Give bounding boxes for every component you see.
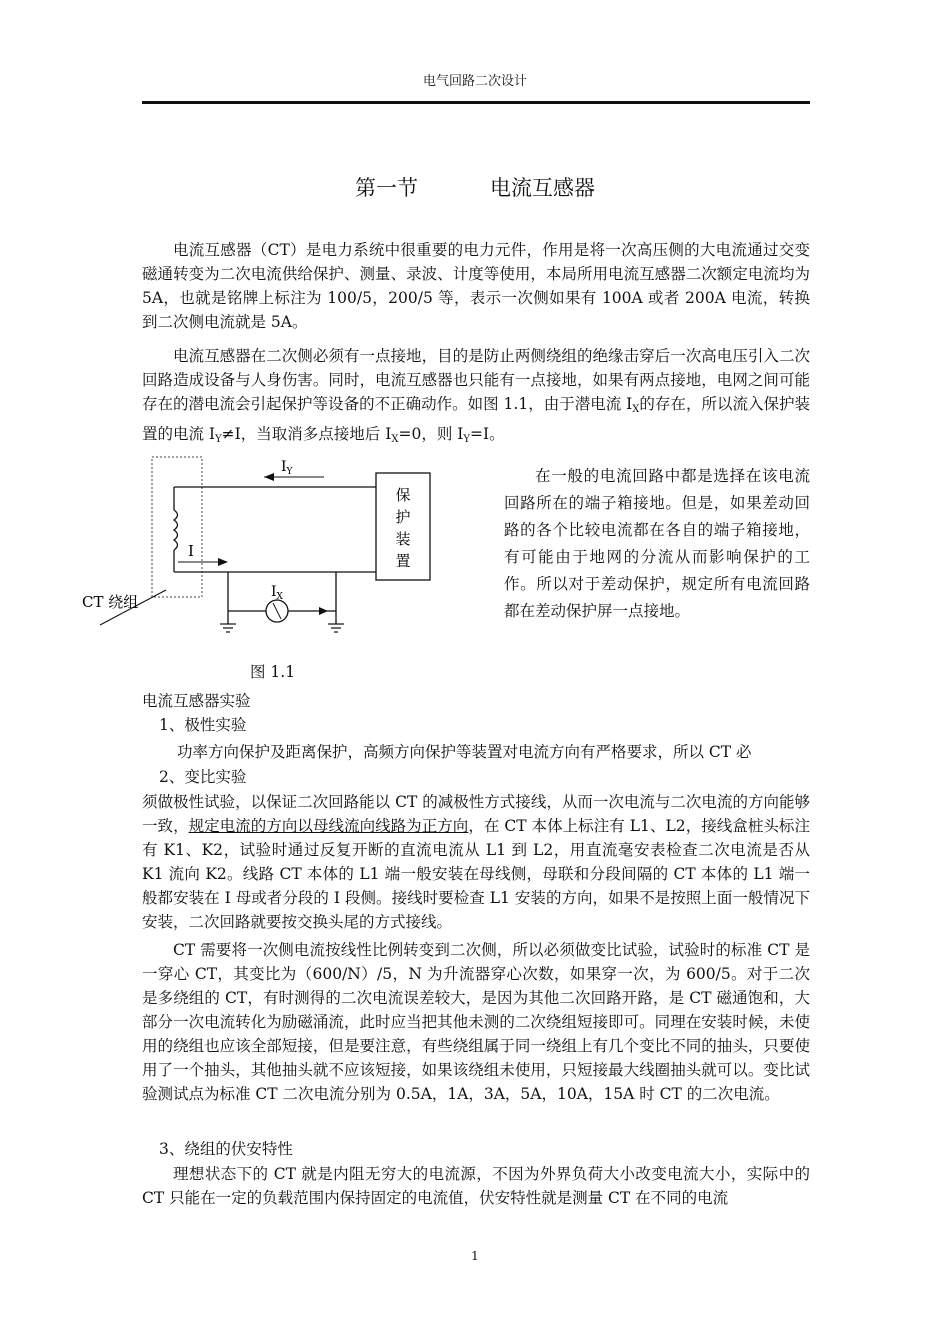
paragraph-volt-ampere: 理想状态下的 CT 就是内阻无穷大的电流源，不因为外界负荷大小改变电流大小，实际中的 CT 只能在一定的负载范围内保持固定的电流值，伏安特性就是测量 CT 在不同的电流 bbox=[142, 1165, 810, 1207]
page-number: 1 bbox=[471, 1249, 479, 1263]
subscript: Y bbox=[215, 434, 222, 445]
section-number: 第一节 bbox=[355, 176, 418, 200]
text-run: 须做极性试验，以保证二次回路能以 CT 的减极性方式接线，从而一次电流与二次电流的方向能够一致， bbox=[142, 793, 810, 835]
heading-polarity-test: 1、极性实验 bbox=[159, 716, 247, 734]
section-title bbox=[0, 172, 950, 202]
circuit-diagram bbox=[78, 450, 458, 645]
section-heading: 电流互感器 bbox=[490, 176, 595, 200]
heading-ratio-test: 2、变比实验 bbox=[159, 768, 247, 786]
label-ct-winding: CT 绕组 bbox=[82, 593, 139, 611]
subscript: X bbox=[391, 434, 399, 445]
heading-volt-ampere: 3、绕组的伏安特性 bbox=[159, 1140, 293, 1158]
subscript: Y bbox=[463, 434, 470, 445]
text-run: ，在 CT 本体上标注有 L1、L2，接线盒桩头标注有 K1、K2，试验时通过反复开断的直流电流从 L1 到 L2，用直流毫安表检查二次电流是否从 K1 流向 K2。线路 CT 本体的 L1 端一般安装在母线侧，母联和分段间隔的 CT 本体的 L1 端一般都安装在 I 母或者分段的 I 段侧。接线时要检查 L1 安装的方向，如果不是按照上面一般情况下安装，二次回路就要按交换头尾的方式接线。 bbox=[142, 817, 810, 931]
coil-icon bbox=[174, 510, 178, 550]
label-iy: $I_Y$ bbox=[281, 459, 293, 477]
paragraph-ct-intro: 电流互感器（CT）是电力系统中很重要的电力元件，作用是将一次高压侧的大电流通过交变磁通转变为二次电流供给保护、测量、录波、计度等使用，本局所用电流互感器二次额定电流均为 5A，也就是铭牌上标注为 100/5，200/5 等，表示一次侧如果有 100A 或者 200A 电流，转换到二次侧电流就是 5A。 bbox=[142, 241, 810, 331]
ground-icon-left bbox=[220, 624, 236, 632]
paragraph-grounding bbox=[142, 344, 810, 452]
page-header: 电气回路二次设计 bbox=[422, 74, 527, 89]
device-char-1: 保 bbox=[395, 486, 411, 504]
heading-ct-experiments: 电流互感器实验 bbox=[142, 692, 251, 710]
figure-caption: 图 1.1 bbox=[250, 663, 296, 681]
device-char-4: 置 bbox=[395, 552, 411, 570]
arrow-right-icon bbox=[319, 607, 328, 615]
device-char-2: 护 bbox=[395, 508, 411, 526]
paragraph-polarity bbox=[142, 790, 810, 934]
text-run: 的存在，所以流入保护装置的电流 I bbox=[142, 395, 810, 443]
text-run: =0，则 I bbox=[398, 425, 464, 443]
text-run: =I。 bbox=[469, 425, 505, 443]
text-run: 电流互感器在二次侧必须有一点接地，目的是防止两侧绕组的绝缘击穿后一次高电压引入二次回路造成设备与人身伤害。同时，电流互感器也只能有一点接地，如果有两点接地，电网之间可能存在的潜电流会引起保护等设备的不正确动作。如图 1.1，由于潜电流 I bbox=[142, 347, 810, 413]
arrow-left-icon bbox=[264, 473, 274, 481]
label-i: I bbox=[188, 542, 194, 560]
device-char-3: 装 bbox=[395, 530, 411, 548]
label-ix: $I_X$ bbox=[271, 584, 283, 602]
subscript: X bbox=[632, 404, 640, 415]
header-rule bbox=[142, 101, 810, 104]
text-run: ≠I，当取消多点接地后 I bbox=[221, 425, 392, 443]
underlined-text: 规定电流的方向以母线流向线路为正方向 bbox=[188, 817, 469, 835]
paragraph-polarity-line: 功率方向保护及距离保护，高频方向保护等装置对电流方向有严格要求，所以 CT 必 bbox=[177, 743, 752, 761]
paragraph-ratio: CT 需要将一次侧电流按线性比例转变到二次侧，所以必须做变比试验，试验时的标准 CT 是一穿心 CT，其变比为（600/N）/5，N 为升流器穿心次数，如果穿一次，为 600/5。对于二次是多绕组的 CT，有时测得的二次电流误差较大，是因为其他二次回路开路，是 CT 磁通饱和，大部分一次电流转化为励磁涌流，此时应当把其他未测的二次绕组短接即可。同理在安装时候，未使用的绕组也应该全部短接，但是要注意，有些绕组属于同一绕组上有几个变比不同的抽头，只要使用了一个抽头，其他抽头就不应该短接，如果该绕组未使用，只短接最大线圈抽头就可以。变比试验测试点为标准 CT 二次电流分别为 0.5A，1A，3A，5A，10A，15A 时 CT 的二次电流。 bbox=[142, 941, 810, 1103]
ground-icon-right bbox=[328, 624, 344, 632]
paragraph-grounding-side: 在一般的电流回路中都是选择在该电流回路所在的端子箱接地。但是，如果差动回路的各个比较电流都在各自的端子箱接地，有可能由于地网的分流从而影响保护的工作。所以对于差动保护，规定所有电流回路都在差动保护屏一点接地。 bbox=[504, 467, 810, 620]
arrow-right-icon bbox=[218, 558, 228, 566]
